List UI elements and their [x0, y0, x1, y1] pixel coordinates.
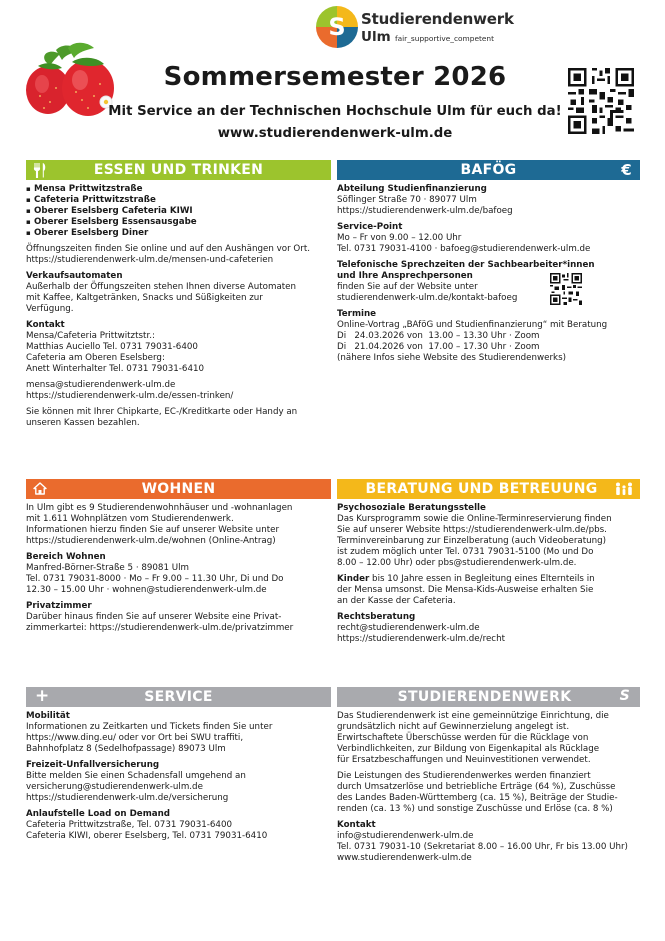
text-line: Öffnungszeiten finden Sie online und auf den Aushängen vor Ort.	[26, 244, 310, 254]
text-line: Verfügung.	[26, 304, 74, 314]
kontakt-heading: Kontakt	[337, 820, 376, 830]
psycho-heading: Psychosoziale Beratungsstelle	[337, 503, 486, 513]
unfall-heading: Freizeit-Unfallversicherung	[26, 760, 160, 770]
bafoeg-abteilung	[337, 184, 640, 217]
bafoeg-contact-line[interactable]: Tel. 0731 79031-4100 · bafoeg@studierendenwerk-ulm.de	[337, 244, 591, 254]
text-line: Mensa/Cafeteria Prittwitztstr.:	[26, 331, 155, 341]
text-line: Cafeteria Prittwitzstraße, Tel. 0731 79031-6400	[26, 820, 233, 830]
wohnen-header	[26, 479, 331, 499]
service-load	[26, 809, 331, 842]
section-bafoeg	[337, 160, 640, 369]
beratung-kinder	[337, 574, 640, 607]
kontakt-heading: Kontakt	[26, 320, 65, 330]
text-line: bis 10 Jahre essen in Begleitung eines Elternteils in	[369, 574, 595, 584]
studierendenwerk-intro	[337, 711, 640, 766]
wohnen-intro	[26, 503, 331, 547]
text-line: Das Kursprogramm sowie die Online-Terminreservierung finden	[337, 514, 612, 524]
bafoeg-servicepoint	[337, 222, 640, 255]
essen-hours-text	[26, 244, 331, 266]
logo-name: Studierendenwerk	[361, 10, 514, 28]
mensen-link[interactable]: https://studierendenwerk-ulm.de/mensen-und-cafeterien	[26, 255, 274, 265]
text-line: finden Sie auf der Website unter	[337, 282, 478, 292]
termin-row: Di 24.03.2026 von 13.00 – 13.30 Uhr · Zoom	[337, 331, 540, 341]
text-line: des Landes Baden-Württemberg (ca. 15 %), Beiträge der Studie-	[337, 793, 618, 803]
essen-locations-list	[26, 184, 331, 239]
text-line: mit 1.611 Wohnplätzen vom Studierendenwerk.	[26, 514, 234, 524]
text-line: Bahnhofplatz 8 (Sedelhofpassage) 89073 Ulm	[26, 744, 226, 754]
essen-kontakt	[26, 320, 331, 375]
text-line: Erwirtschaftete Überschüsse werden für die Rücklage von	[337, 733, 589, 743]
svg-text:S: S	[328, 13, 346, 41]
termine-heading: Termine	[337, 309, 377, 319]
text-line: Tel. 0731 79031-10 (Sekretariat 8.00 – 16.00 Uhr, Fr bis 13.00 Uhr)	[337, 842, 628, 852]
wohnen-email-line[interactable]: 12.30 – 15.00 Uhr · wohnen@studierendenwerk-ulm.de	[26, 585, 267, 595]
ding-link-line[interactable]: https://www.ding.eu/ oder vor Ort bei SWU traffiti,	[26, 733, 244, 743]
bafoeg-sprechzeiten	[337, 260, 640, 304]
sprechzeiten-heading: Telefonische Sprechzeiten der Sachbearbeiter*innen	[337, 260, 595, 270]
beratung-header	[337, 479, 640, 499]
page-title: Sommersemester 2026	[163, 62, 507, 92]
recht-link[interactable]: https://studierendenwerk-ulm.de/recht	[337, 634, 505, 644]
studierendenwerk-header	[337, 687, 640, 707]
text-line: Die Leistungen des Studierendenwerkes werden finanziert	[337, 771, 591, 781]
service-header	[26, 687, 331, 707]
text-line: durch Umsatzerlöse und betriebliche Erträge (64 %), Zuschüsse	[337, 782, 616, 792]
recht-email-link[interactable]: recht@studierendenwerk-ulm.de	[337, 623, 480, 633]
plus-icon: +	[35, 686, 50, 706]
text-line: Cafeteria am Oberen Eselsberg:	[26, 353, 165, 363]
studierendenwerk-logo	[316, 6, 516, 56]
website-link[interactable]: www.studierendenwerk-ulm.de	[217, 126, 453, 141]
beratung-recht	[337, 612, 640, 645]
list-item: ▪ Mensa Prittwitzstraße	[26, 184, 331, 195]
logo-tagline: fair_supportive_competent	[395, 34, 495, 43]
text-line: für Ersatzbeschaffungen und Neuinvestitionen verwendet.	[337, 755, 591, 765]
section-beratung	[337, 479, 640, 650]
kinder-label: Kinder	[337, 574, 370, 584]
bafoeg-link[interactable]: https://studierendenwerk-ulm.de/bafoeg	[337, 206, 513, 216]
automaten-heading: Verkaufsautomaten	[26, 271, 123, 281]
text-line: (nähere Infos siehe Website des Studierendenwerks)	[337, 353, 566, 363]
wohnen-title: WOHNEN	[141, 481, 216, 497]
text-line: Anett Winterhalter Tel. 0731 79031-6410	[26, 364, 205, 374]
kontakt-bafoeg-link[interactable]: studierendenwerk-ulm.de/kontakt-bafoeg	[337, 293, 518, 303]
info-email-link[interactable]: info@studierendenwerk-ulm.de	[337, 831, 474, 841]
text-line: Das Studierendenwerk ist eine gemeinnützige Einrichtung, die	[337, 711, 609, 721]
text-line: Bitte melden Sie einen Schadensfall umgehend an	[26, 771, 246, 781]
sprechzeiten-heading: und Ihre Ansprechpersonen	[337, 271, 473, 281]
pbs-email-line[interactable]: 8.00 – 12.00 Uhr) oder pbs@studierendenwerk-ulm.de.	[337, 558, 577, 568]
text-line: Online-Vortrag „BAföG und Studienfinanzierung“ mit Beratung	[337, 320, 608, 330]
section-essen	[26, 160, 331, 434]
logo-mark-icon	[316, 6, 358, 48]
logo-s-icon: S	[619, 688, 630, 704]
essen-mail	[26, 380, 331, 402]
list-item: ▪ Oberer Eselsberg Diner	[26, 228, 331, 239]
page-header	[0, 0, 665, 160]
service-mobil	[26, 711, 331, 755]
bafoeg-termine	[337, 309, 640, 364]
text-line: Matthias Auciello Tel. 0731 79031-6400	[26, 342, 198, 352]
mobil-heading: Mobilität	[26, 711, 70, 721]
privat-heading: Privatzimmer	[26, 601, 92, 611]
qr-code-icon[interactable]	[568, 68, 634, 134]
load-heading: Anlaufstelle Load on Demand	[26, 809, 171, 819]
text-line: Darüber hinaus finden Sie auf unserer Website eine Privat-	[26, 612, 282, 622]
text-line: In Ulm gibt es 9 Studierendenwohnhäuser und -wohnanlagen	[26, 503, 293, 513]
mensa-email-link[interactable]: mensa@studierendenwerk-ulm.de	[26, 380, 176, 390]
service-title: SERVICE	[144, 689, 213, 705]
text-line: ist zudem möglich unter Tel. 0731 79031-5100 (Mo und Do	[337, 547, 594, 557]
service-unfall	[26, 760, 331, 804]
website-link[interactable]: www.studierendenwerk-ulm.de	[337, 853, 472, 863]
termin-row: Di 21.04.2026 von 17.00 – 17.30 Uhr · Zoom	[337, 342, 540, 352]
text-line: unseren Kassen bezahlen.	[26, 418, 140, 428]
text-line: renden (ca. 13 %) und sonstige Zuschüsse und Erlöse (ca. 8 %)	[337, 804, 613, 814]
recht-heading: Rechtsberatung	[337, 612, 416, 622]
text-line: an der Kasse der Cafeteria.	[337, 596, 456, 606]
essen-payment	[26, 407, 331, 429]
euro-icon: €	[621, 161, 632, 179]
text-line: mit Kaffee, Kaltgetränken, Snacks und Süßigkeiten zur	[26, 293, 263, 303]
essen-title: ESSEN UND TRINKEN	[93, 162, 264, 178]
privatzimmer-link[interactable]: zimmerkartei: https://studierendenwerk-ulm.de/privatzimmer	[26, 623, 294, 633]
wohnen-bereich	[26, 552, 331, 596]
studierendenwerk-finance	[337, 771, 640, 815]
essen-trinken-link[interactable]: https://studierendenwerk-ulm.de/essen-trinken/	[26, 391, 234, 401]
essen-automaten	[26, 271, 331, 315]
section-studierendenwerk	[337, 687, 640, 869]
text-line: Außerhalb der Öffungszeiten stehen Ihnen diverse Automaten	[26, 282, 297, 292]
bafoeg-title: BAFÖG	[460, 162, 517, 178]
servicepoint-heading: Service-Point	[337, 222, 403, 232]
section-wohnen	[26, 479, 331, 639]
bereich-heading: Bereich Wohnen	[26, 552, 106, 562]
list-item: ▪ Oberer Eselsberg Essensausgabe	[26, 217, 331, 228]
text-line: Sie können mit Ihrer Chipkarte, EC-/Kreditkarte oder Handy an	[26, 407, 298, 417]
logo-city: Ulm	[361, 29, 391, 45]
text-line: Söflinger Straße 70 · 89077 Ulm	[337, 195, 477, 205]
beratung-psycho	[337, 503, 640, 569]
text-line: Verbindlichkeiten, zur Bildung von Eigenkapital als Rücklage	[337, 744, 600, 754]
text-line: Tel. 0731 79031-8000 · Mo – Fr 9.00 – 11.30 Uhr, Di und Do	[26, 574, 284, 584]
family-icon	[614, 482, 634, 496]
text-line: Informationen hierzu finden Sie auf unserer Website unter	[26, 525, 280, 535]
studierendenwerk-title: STUDIERENDENWERK	[397, 689, 572, 705]
bafoeg-qr-code-icon[interactable]	[550, 273, 582, 305]
list-item: ▪ Oberer Eselsberg Cafeteria KIWI	[26, 206, 331, 217]
versicherung-email-link[interactable]: versicherung@studierendenwerk-ulm.de	[26, 782, 203, 792]
page-subtitle: Mit Service an der Technischen Hochschule Ulm für euch da!	[108, 104, 562, 119]
text-line: grundsätzlich nicht auf Gewinnerzielung angelegt ist.	[337, 722, 570, 732]
essen-header	[26, 160, 331, 180]
text-line: der Mensa umsonst. Die Mensa-Kids-Ausweise erhalten Sie	[337, 585, 594, 595]
versicherung-link[interactable]: https://studierendenwerk-ulm.de/versicherung	[26, 793, 229, 803]
list-item: ▪ Cafeteria Prittwitzstraße	[26, 195, 331, 206]
text-line: Terminvereinbarung zur Einzelberatung (auch Videoberatung)	[337, 536, 607, 546]
beratung-title: BERATUNG UND BETREUUNG	[365, 481, 598, 497]
text-line: Informationen zu Zeitkarten und Tickets finden Sie unter	[26, 722, 273, 732]
text-line: Cafeteria KIWI, oberer Eselsberg, Tel. 0731 79031-6410	[26, 831, 268, 841]
pbs-link-line[interactable]: Sie auf unserer Website https://studierendenwerk-ulm.de/pbs.	[337, 525, 607, 535]
wohnen-link[interactable]: https://studierendenwerk-ulm.de/wohnen (Online-Antrag)	[26, 536, 276, 546]
section-service	[26, 687, 331, 847]
abteilung-heading: Abteilung Studienfinanzierung	[337, 184, 487, 194]
text-line: Mo – Fr von 9.00 – 12.00 Uhr	[337, 233, 462, 243]
bafoeg-header	[337, 160, 640, 180]
text-line: Manfred-Börner-Straße 5 · 89081 Ulm	[26, 563, 189, 573]
studierendenwerk-kontakt	[337, 820, 640, 864]
wohnen-privat	[26, 601, 331, 634]
